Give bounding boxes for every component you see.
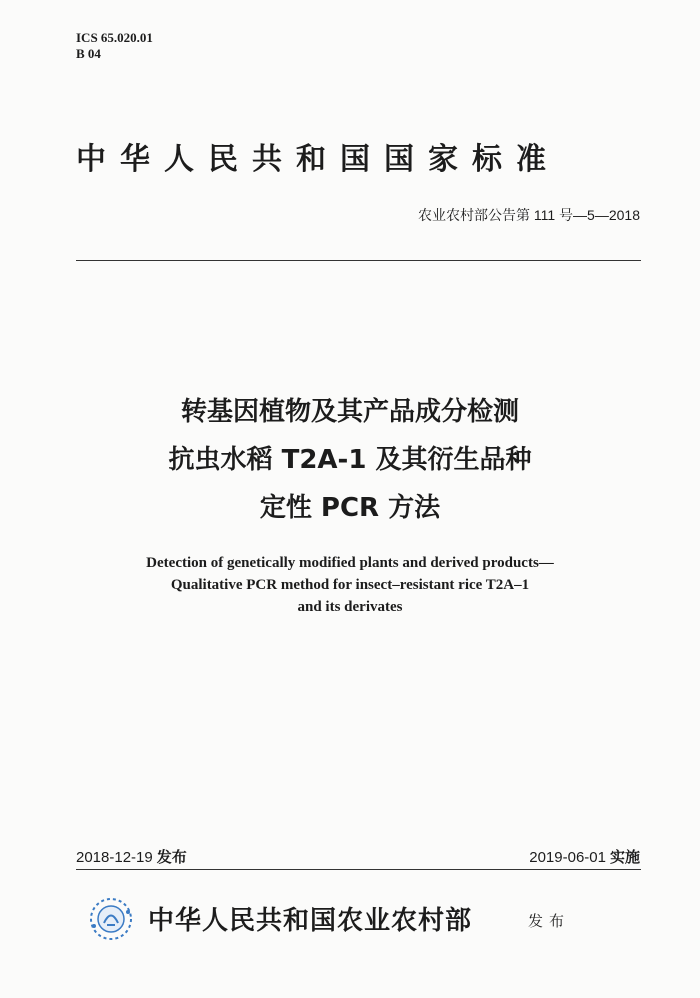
implement-date: 2019-06-01 [529,849,606,866]
chinese-title [0,388,700,532]
chinese-title-line-3: 定性 PCR 方法 [259,493,441,523]
ccs-code: B 04 [76,46,101,61]
footer-divider [76,869,641,870]
issue-label: 发布 [528,912,571,930]
issuing-ministry: 中华人民共和国农业农村部 [148,906,473,936]
classification-codes [76,30,153,62]
publish-date-line [76,846,187,867]
header-divider [76,260,641,261]
publish-label: 发布 [156,848,187,866]
english-title [0,552,700,618]
national-standard-title: 中华人民共和国国家标准 [76,142,560,177]
ics-code: ICS 65.020.01 [76,30,153,45]
english-title-line-3: and its derivates [297,599,403,615]
english-title-line-1: Detection of genetically modified plants and derived products— [146,555,554,571]
chinese-title-line-2: 抗虫水稻 T2A-1 及其衍生品种 [168,445,532,475]
standard-number: 农业农村部公告第 111 号—5—2018 [418,207,640,223]
ministry-emblem-icon [88,896,134,942]
publish-date: 2018-12-19 [76,849,153,866]
implement-date-line [529,846,640,867]
english-title-line-2: Qualitative PCR method for insect–resistant rice T2A–1 [170,577,530,593]
implement-label: 实施 [609,848,640,866]
chinese-title-line-1: 转基因植物及其产品成分检测 [180,397,519,427]
